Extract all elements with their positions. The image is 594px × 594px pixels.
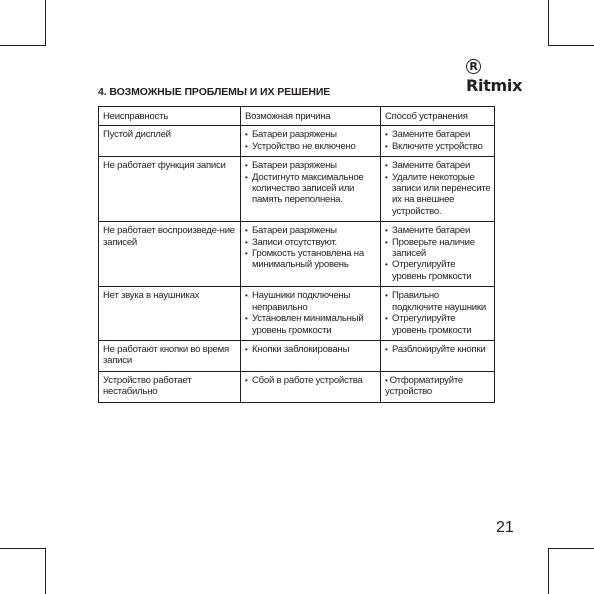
section-title: 4. ВОЗМОЖНЫЕ ПРОБЛЕМЫ И ИХ РЕШЕНИЕ <box>98 86 331 98</box>
list-item: • Удалите некоторые записи или перенесите их на внешнее устройство. <box>385 172 491 218</box>
solution-list <box>385 129 491 152</box>
list-item: • Записи отсутствуют. <box>245 237 377 248</box>
cause-list <box>245 160 377 206</box>
crop-mark-bottom-right-v <box>548 548 549 594</box>
problem-cell: Не работает функция записи <box>99 157 241 222</box>
problem-cell: Устройство работает нестабильно <box>99 371 241 402</box>
crop-mark-bottom-left-h <box>0 548 46 549</box>
list-item: • Разблокируйте кнопки <box>385 344 491 355</box>
solution-cell <box>381 157 495 222</box>
crop-mark-top-right-v <box>548 0 549 46</box>
table-row <box>99 222 495 287</box>
logo-mark: R <box>466 59 481 74</box>
list-item: • Замените батареи <box>385 225 491 236</box>
list-item: • Правильно подключите наушники <box>385 290 491 313</box>
header-problem: Неисправность <box>99 107 241 126</box>
table-row <box>99 157 495 222</box>
cause-list <box>245 344 377 355</box>
cause-list <box>245 129 377 152</box>
solution-cell <box>381 222 495 287</box>
list-item: • Батареи разряжены <box>245 225 377 236</box>
cause-cell <box>241 157 381 222</box>
header-cause: Возможная причина <box>241 107 381 126</box>
list-item: • Отрегулируйте уровень громкости <box>385 313 491 336</box>
solution-list <box>385 290 491 336</box>
table-header-row <box>99 107 495 126</box>
table-row <box>99 371 495 402</box>
list-item: • Проверьте наличие записей <box>385 237 491 260</box>
list-item: • Установлен минимальный уровень громкости <box>245 313 377 336</box>
table-row <box>99 126 495 157</box>
solution-cell <box>381 371 495 402</box>
list-item: • Громкость установлена на минимальный уровень <box>245 248 377 271</box>
solution-list <box>385 160 491 217</box>
crop-mark-top-right-h <box>548 45 594 46</box>
logo-text: Ritmix <box>466 76 523 95</box>
troubleshooting-table <box>98 106 495 403</box>
cause-list <box>245 290 377 336</box>
cause-cell <box>241 371 381 402</box>
header-solution: Способ устранения <box>381 107 495 126</box>
list-item: • Достигнуто максимальное количество записей или память переполнена. <box>245 172 377 206</box>
list-item: • Сбой в работе устройства <box>245 375 377 386</box>
list-item: • Батареи разряжены <box>245 160 377 171</box>
list-item: • Отрегулируйте уровень громкости <box>385 259 491 282</box>
problem-cell: Нет звука в наушниках <box>99 287 241 341</box>
page-number: 21 <box>496 519 514 536</box>
problem-cell: Пустой дисплей <box>99 126 241 157</box>
list-item: • Замените батареи <box>385 160 491 171</box>
cause-cell <box>241 287 381 341</box>
crop-mark-top-left-h <box>0 45 46 46</box>
solution-cell <box>381 340 495 371</box>
brand-logo <box>466 56 532 95</box>
table-row <box>99 340 495 371</box>
solution-cell <box>381 126 495 157</box>
list-item: • Наушники подключены неправильно <box>245 290 377 313</box>
list-item: • Замените батареи <box>385 129 491 140</box>
list-item: • Включите устройство <box>385 141 491 152</box>
crop-mark-bottom-right-h <box>548 548 594 549</box>
solution-list <box>385 225 491 282</box>
list-item: • Кнопки заблокированы <box>245 344 377 355</box>
cause-list <box>245 375 377 386</box>
solution-cell <box>381 287 495 341</box>
solution-list <box>385 375 491 398</box>
cause-cell <box>241 222 381 287</box>
crop-mark-top-left-v <box>45 0 46 46</box>
list-item: • Батареи разряжены <box>245 129 377 140</box>
list-item: • Отформатируйте устройство <box>385 375 491 398</box>
solution-list <box>385 344 491 355</box>
crop-mark-bottom-left-v <box>45 548 46 594</box>
table-row <box>99 287 495 341</box>
problem-cell: Не работает воспроизведе-ние записей <box>99 222 241 287</box>
cause-cell <box>241 126 381 157</box>
cause-list <box>245 225 377 271</box>
cause-cell <box>241 340 381 371</box>
problem-cell: Не работают кнопки во время записи <box>99 340 241 371</box>
list-item: • Устройство не включено <box>245 141 377 152</box>
